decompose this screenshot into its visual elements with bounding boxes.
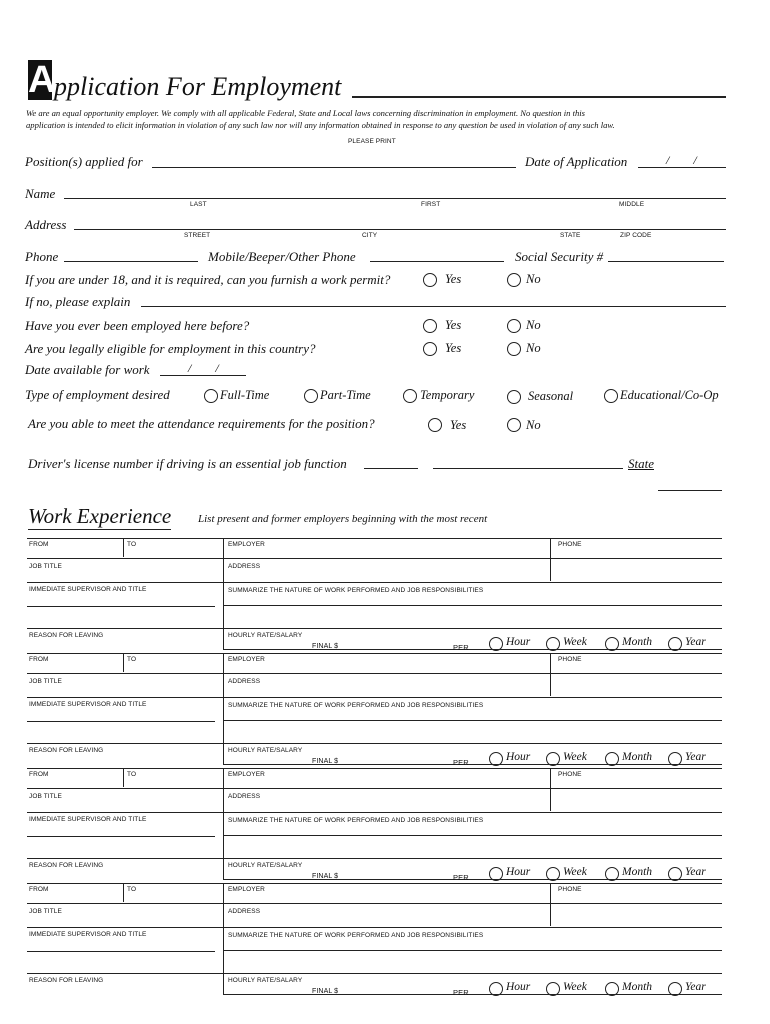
block-1-year-label: Year — [685, 636, 706, 648]
explain-label: If no, please explain — [25, 294, 131, 309]
block-4-per-caption: PER — [453, 988, 469, 997]
title-initial-letter: A — [28, 59, 56, 101]
position-field[interactable] — [152, 167, 516, 168]
eligible-no-label: No — [526, 341, 541, 355]
type-seasonal-radio[interactable] — [507, 390, 521, 404]
block-4-year-label: Year — [685, 981, 706, 993]
block-4-supervisor-field[interactable] — [27, 951, 215, 952]
block-1-week-radio[interactable] — [546, 637, 560, 651]
block-3-month-radio[interactable] — [605, 867, 619, 881]
block-3-hourly-caption: HOURLY RATE/SALARY — [228, 862, 303, 869]
block-3-rule-4 — [223, 835, 722, 836]
name-field[interactable] — [64, 198, 726, 199]
block-2-to-caption: TO — [127, 656, 137, 663]
address-label: Address — [25, 217, 67, 232]
work-permit-question: If you are under 18, and it is required, can you furnish a work permit? — [25, 272, 391, 287]
block-4-address-caption: ADDRESS — [228, 908, 261, 915]
block-2-address-caption: ADDRESS — [228, 678, 261, 685]
address-zip-caption: ZIP CODE — [620, 232, 652, 239]
block-1-month-radio[interactable] — [605, 637, 619, 651]
block-1-phone-divider — [550, 539, 551, 581]
block-2-final-caption: FINAL $ — [312, 758, 339, 765]
block-1-to-caption: TO — [127, 541, 137, 548]
block-2-rule-5 — [27, 743, 722, 744]
block-3-rule-3 — [27, 812, 722, 813]
date-of-application-slashes: / / — [666, 153, 697, 167]
block-3-employer-caption: EMPLOYER — [228, 771, 265, 778]
block-4-phone-caption: PHONE — [558, 886, 582, 893]
block-3-summarize-caption: SUMMARIZE THE NATURE OF WORK PERFORMED AND JOB RESPONSIBILITIES — [228, 817, 484, 824]
address-city-caption: CITY — [362, 232, 378, 239]
block-4-from-caption: FROM — [29, 886, 49, 893]
block-1-reason-caption: REASON FOR LEAVING — [29, 632, 104, 639]
employed-before-no-radio[interactable] — [507, 319, 521, 333]
block-3-rule-6 — [223, 879, 722, 880]
block-1-rule-4 — [223, 605, 722, 606]
block-1-from-caption: FROM — [29, 541, 49, 548]
page-title: pplication For Employment — [54, 72, 342, 101]
block-2-job-title-caption: JOB TITLE — [29, 678, 62, 685]
type-educational-radio[interactable] — [604, 389, 618, 403]
name-middle-caption: MIDDLE — [619, 201, 645, 208]
block-4-summarize-caption: SUMMARIZE THE NATURE OF WORK PERFORMED AND JOB RESPONSIBILITIES — [228, 932, 484, 939]
drivers-license-field-2[interactable] — [433, 468, 623, 469]
phone-label: Phone — [25, 249, 59, 264]
employed-before-yes-label: Yes — [445, 318, 462, 332]
block-4-hourly-caption: HOURLY RATE/SALARY — [228, 977, 303, 984]
block-4-hour-label: Hour — [506, 981, 531, 993]
block-1-rule-3 — [27, 582, 722, 583]
block-2-year-label: Year — [685, 751, 706, 763]
block-4-rule-4 — [223, 950, 722, 951]
block-1-rule-1 — [27, 538, 722, 539]
block-3-job-title-caption: JOB TITLE — [29, 793, 62, 800]
block-1-rule-6 — [223, 649, 722, 650]
block-1-employer-caption: EMPLOYER — [228, 541, 265, 548]
block-1-year-radio[interactable] — [668, 637, 682, 651]
block-4-rule-6 — [223, 994, 722, 995]
block-3-hour-label: Hour — [506, 866, 531, 878]
type-temporary-radio[interactable] — [403, 389, 417, 403]
block-1-job-title-caption: JOB TITLE — [29, 563, 62, 570]
address-field[interactable] — [74, 229, 726, 230]
block-4-phone-divider — [550, 884, 551, 926]
block-3-to-caption: TO — [127, 771, 137, 778]
block-2-hour-radio[interactable] — [489, 752, 503, 766]
block-1-per-caption: PER — [453, 643, 469, 652]
please-print-note: PLEASE PRINT — [348, 138, 396, 145]
block-4-rule-2 — [27, 903, 722, 904]
eeo-statement-line-1: We are an equal opportunity employer. We comply with all applicable Federal, State and Local laws concerning discrimination in employment. No question in this — [26, 108, 586, 118]
block-1-summarize-caption: SUMMARIZE THE NATURE OF WORK PERFORMED AND JOB RESPONSIBILITIES — [228, 587, 484, 594]
name-first-caption: FIRST — [421, 201, 441, 208]
attendance-yes-label: Yes — [450, 418, 467, 432]
date-available-slashes: / / — [188, 361, 219, 375]
block-3-supervisor-field[interactable] — [27, 836, 215, 837]
address-state-caption: STATE — [560, 232, 581, 239]
attendance-no-label: No — [526, 418, 541, 432]
block-1-from-to-divider — [123, 539, 124, 557]
block-2-per-caption: PER — [453, 758, 469, 767]
attendance-question: Are you able to meet the attendance requirements for the position? — [28, 416, 375, 431]
block-1-hour-label: Hour — [506, 636, 531, 648]
block-3-final-caption: FINAL $ — [312, 873, 339, 880]
block-4-supervisor-caption: IMMEDIATE SUPERVISOR AND TITLE — [29, 931, 147, 938]
employed-before-yes-radio[interactable] — [423, 319, 437, 333]
employed-before-question: Have you ever been employed here before? — [25, 318, 250, 333]
block-4-from-to-divider — [123, 884, 124, 902]
block-1-hourly-caption: HOURLY RATE/SALARY — [228, 632, 303, 639]
block-4-employer-caption: EMPLOYER — [228, 886, 265, 893]
block-2-employer-caption: EMPLOYER — [228, 656, 265, 663]
block-2-phone-divider — [550, 654, 551, 696]
title-rule — [352, 96, 726, 98]
block-2-month-label: Month — [622, 751, 653, 763]
type-temporary-label: Temporary — [420, 388, 475, 402]
block-1-supervisor-caption: IMMEDIATE SUPERVISOR AND TITLE — [29, 586, 147, 593]
block-4-job-title-caption: JOB TITLE — [29, 908, 62, 915]
block-2-week-label: Week — [563, 751, 587, 763]
block-3-from-to-divider — [123, 769, 124, 787]
block-3-rule-2 — [27, 788, 722, 789]
license-state-field[interactable] — [658, 490, 722, 491]
block-1-rule-5 — [27, 628, 722, 629]
block-2-hour-label: Hour — [506, 751, 531, 763]
block-2-rule-2 — [27, 673, 722, 674]
block-4-to-caption: TO — [127, 886, 137, 893]
block-2-week-radio[interactable] — [546, 752, 560, 766]
name-label: Name — [25, 186, 56, 201]
block-2-column-divider — [223, 654, 224, 764]
mobile-label: Mobile/Beeper/Other Phone — [208, 249, 356, 264]
ssn-field[interactable] — [608, 261, 724, 262]
block-4-hour-radio[interactable] — [489, 982, 503, 996]
block-3-reason-caption: REASON FOR LEAVING — [29, 862, 104, 869]
block-3-column-divider — [223, 769, 224, 879]
block-2-month-radio[interactable] — [605, 752, 619, 766]
block-4-month-radio[interactable] — [605, 982, 619, 996]
eligible-no-radio[interactable] — [507, 342, 521, 356]
block-2-from-to-divider — [123, 654, 124, 672]
block-3-rule-5 — [27, 858, 722, 859]
block-3-per-caption: PER — [453, 873, 469, 882]
block-1-month-label: Month — [622, 636, 653, 648]
type-full-time-radio[interactable] — [204, 389, 218, 403]
type-full-time-label: Full-Time — [220, 388, 270, 402]
block-2-rule-3 — [27, 697, 722, 698]
block-3-week-radio[interactable] — [546, 867, 560, 881]
work-experience-subtitle: List present and former employers beginning with the most recent — [198, 513, 488, 525]
block-1-hour-radio[interactable] — [489, 637, 503, 651]
drivers-license-label: Driver's license number if driving is an essential job function — [28, 456, 347, 471]
block-3-phone-caption: PHONE — [558, 771, 582, 778]
block-3-month-label: Month — [622, 866, 653, 878]
block-4-month-label: Month — [622, 981, 653, 993]
position-label: Position(s) applied for — [25, 154, 143, 169]
type-part-time-label: Part-Time — [320, 388, 371, 402]
type-part-time-radio[interactable] — [304, 389, 318, 403]
date-available-label: Date available for work — [25, 362, 150, 377]
block-1-final-caption: FINAL $ — [312, 643, 339, 650]
employment-type-label: Type of employment desired — [25, 387, 170, 402]
work-experience-title: Work Experience — [28, 504, 172, 528]
mobile-field[interactable] — [370, 261, 504, 262]
block-3-from-caption: FROM — [29, 771, 49, 778]
block-3-year-label: Year — [685, 866, 706, 878]
block-2-reason-caption: REASON FOR LEAVING — [29, 747, 104, 754]
block-2-supervisor-field[interactable] — [27, 721, 215, 722]
address-street-caption: STREET — [184, 232, 211, 239]
eligible-yes-radio[interactable] — [423, 342, 437, 356]
block-3-year-radio[interactable] — [668, 867, 682, 881]
block-2-rule-4 — [223, 720, 722, 721]
eligible-question: Are you legally eligible for employment in this country? — [25, 341, 316, 356]
block-1-supervisor-field[interactable] — [27, 606, 215, 607]
block-1-column-divider — [223, 539, 224, 649]
work-permit-no-label: No — [526, 272, 541, 286]
block-4-final-caption: FINAL $ — [312, 988, 339, 995]
block-2-from-caption: FROM — [29, 656, 49, 663]
block-4-week-label: Week — [563, 981, 587, 993]
date-of-application-label: Date of Application — [525, 154, 628, 169]
block-4-week-radio[interactable] — [546, 982, 560, 996]
block-2-rule-1 — [27, 653, 722, 654]
phone-field[interactable] — [64, 261, 198, 262]
block-2-phone-caption: PHONE — [558, 656, 582, 663]
block-1-address-caption: ADDRESS — [228, 563, 261, 570]
state-label: State — [628, 456, 654, 471]
block-2-rule-6 — [223, 764, 722, 765]
ssn-label: Social Security # — [515, 249, 604, 264]
block-3-address-caption: ADDRESS — [228, 793, 261, 800]
block-2-summarize-caption: SUMMARIZE THE NATURE OF WORK PERFORMED AND JOB RESPONSIBILITIES — [228, 702, 484, 709]
block-3-week-label: Week — [563, 866, 587, 878]
block-4-rule-5 — [27, 973, 722, 974]
eligible-yes-label: Yes — [445, 341, 462, 355]
block-1-rule-2 — [27, 558, 722, 559]
type-seasonal-label: Seasonal — [528, 389, 574, 403]
block-4-rule-1 — [27, 883, 722, 884]
work-permit-yes-radio[interactable] — [423, 273, 437, 287]
attendance-no-radio[interactable] — [507, 418, 521, 432]
work-permit-yes-label: Yes — [445, 272, 462, 286]
block-4-column-divider — [223, 884, 224, 994]
type-educational-label: Educational/Co-Op — [620, 388, 719, 402]
drivers-license-field[interactable] — [364, 468, 418, 469]
block-2-year-radio[interactable] — [668, 752, 682, 766]
block-1-week-label: Week — [563, 636, 587, 648]
block-2-supervisor-caption: IMMEDIATE SUPERVISOR AND TITLE — [29, 701, 147, 708]
block-3-phone-divider — [550, 769, 551, 811]
attendance-yes-radio[interactable] — [428, 418, 442, 432]
block-3-hour-radio[interactable] — [489, 867, 503, 881]
block-3-supervisor-caption: IMMEDIATE SUPERVISOR AND TITLE — [29, 816, 147, 823]
block-4-year-radio[interactable] — [668, 982, 682, 996]
work-permit-no-radio[interactable] — [507, 273, 521, 287]
explain-field[interactable] — [141, 306, 726, 307]
block-2-hourly-caption: HOURLY RATE/SALARY — [228, 747, 303, 754]
name-last-caption: LAST — [190, 201, 207, 208]
block-4-reason-caption: REASON FOR LEAVING — [29, 977, 104, 984]
block-4-rule-3 — [27, 927, 722, 928]
block-3-rule-1 — [27, 768, 722, 769]
employed-before-no-label: No — [526, 318, 541, 332]
eeo-statement-line-2: application is intended to elicit information in violation of any such law nor will any information obtained in response to any question be used in violation of any such law. — [26, 120, 615, 130]
block-1-phone-caption: PHONE — [558, 541, 582, 548]
